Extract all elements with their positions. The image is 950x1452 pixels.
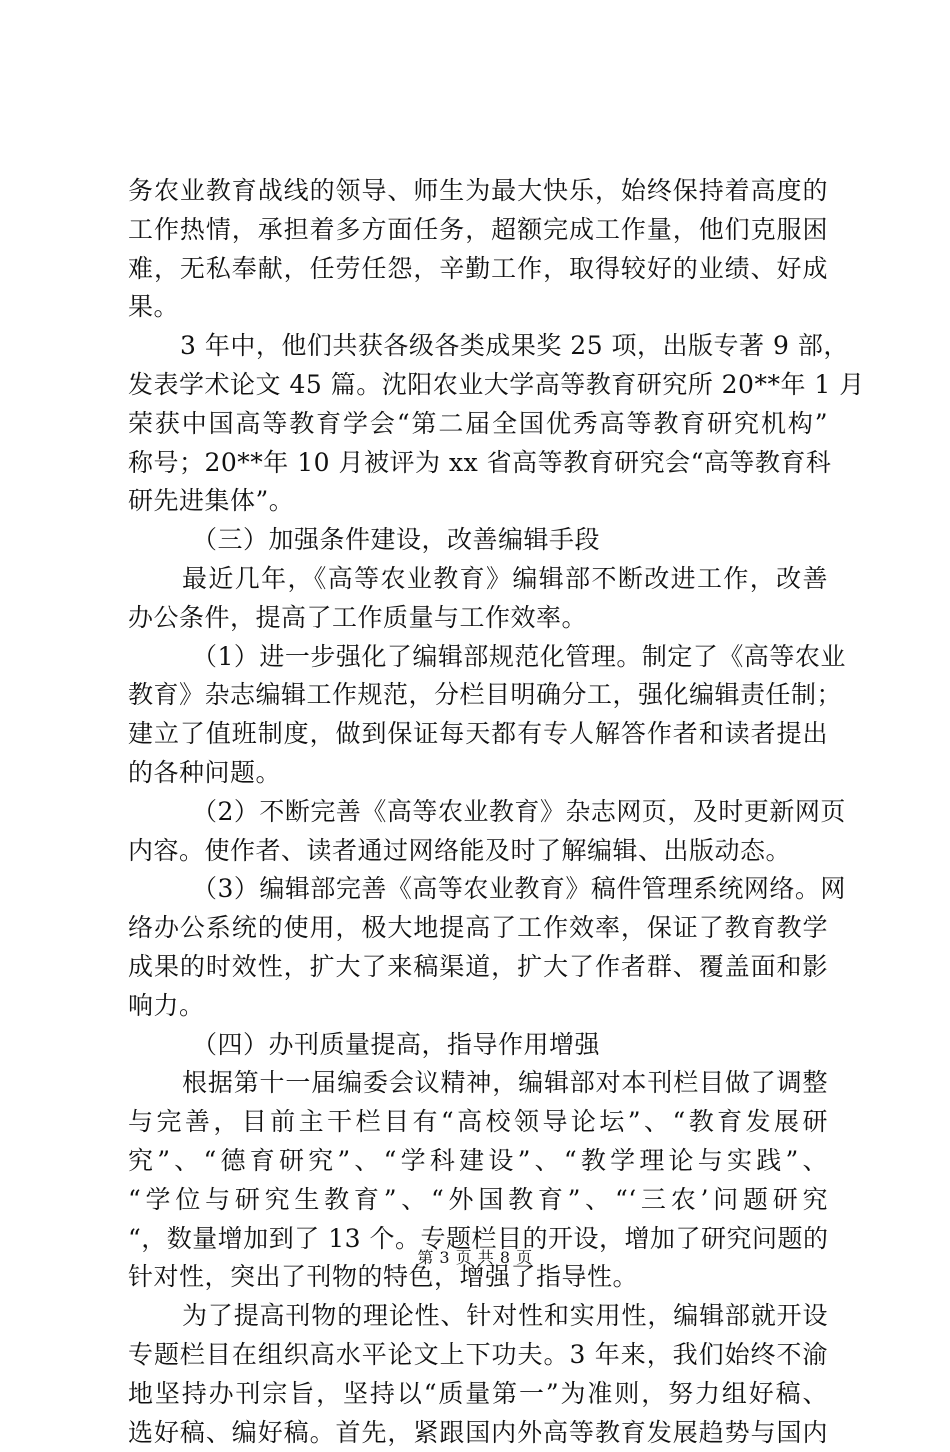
text-line: 响力。 xyxy=(128,987,828,1026)
text-line: 务农业教育战线的领导、师生为最大快乐，始终保持着高度的 xyxy=(128,172,828,211)
section-heading: （四）办刊质量提高，指导作用增强 xyxy=(128,1026,828,1065)
paragraph-start: 3 年中，他们共获各级各类成果奖 25 项，出版专著 9 部， xyxy=(128,327,828,366)
text-line: 内容。使作者、读者通过网络能及时了解编辑、出版动态。 xyxy=(128,832,828,871)
text-line: 荣获中国高等教育学会“第二届全国优秀高等教育研究机构” xyxy=(128,405,828,444)
text-line: 针对性，突出了刊物的特色，增强了指导性。 xyxy=(128,1258,828,1297)
text-line: 地坚持办刊宗旨，坚持以“质量第一”为准则，努力组好稿、 xyxy=(128,1375,828,1414)
text-line: 专题栏目在组织高水平论文上下功夫。3 年来，我们始终不渝 xyxy=(128,1336,828,1375)
paragraph-start: 根据第十一届编委会议精神，编辑部对本刊栏目做了调整 xyxy=(128,1064,828,1103)
paragraph-start: 为了提高刊物的理论性、针对性和实用性，编辑部就开设 xyxy=(128,1297,828,1336)
text-line: 难，无私奉献，任劳任怨，辛勤工作，取得较好的业绩、好成 xyxy=(128,250,828,289)
text-line: 果。 xyxy=(128,288,828,327)
section-heading: （三）加强条件建设，改善编辑手段 xyxy=(128,521,828,560)
paragraph-start: 最近几年，《高等农业教育》编辑部不断改进工作，改善 xyxy=(128,560,828,599)
paragraph-start: （1）进一步强化了编辑部规范化管理。制定了《高等农业 xyxy=(128,638,828,677)
paragraph-start: （2）不断完善《高等农业教育》杂志网页，及时更新网页 xyxy=(128,793,828,832)
text-line: 办公条件，提高了工作质量与工作效率。 xyxy=(128,599,828,638)
paragraph-start: （3）编辑部完善《高等农业教育》稿件管理系统网络。网 xyxy=(128,870,828,909)
page-number-footer: 第 3 页 共 8 页 xyxy=(0,1248,950,1268)
text-line: 选好稿、编好稿。首先，紧跟国内外高等教育发展趋势与国内 xyxy=(128,1414,828,1452)
text-line: 络办公系统的使用，极大地提高了工作效率，保证了教育教学 xyxy=(128,909,828,948)
text-line: 的各种问题。 xyxy=(128,754,828,793)
text-line: 与完善，目前主干栏目有“高校领导论坛”、“教育发展研 xyxy=(128,1103,828,1142)
text-line: 教育》杂志编辑工作规范，分栏目明确分工，强化编辑责任制； xyxy=(128,676,828,715)
text-line: 研先进集体”。 xyxy=(128,482,828,521)
text-line: 发表学术论文 45 篇。沈阳农业大学高等教育研究所 20**年 1 月 xyxy=(128,366,828,405)
text-line: “，数量增加到了 13 个。专题栏目的开设，增加了研究问题的 xyxy=(128,1220,828,1259)
text-line: “学位与研究生教育”、“外国教育”、“‘三农’问题研究 xyxy=(128,1181,828,1220)
text-line: 工作热情，承担着多方面任务，超额完成工作量，他们克服困 xyxy=(128,211,828,250)
text-line: 究”、“德育研究”、“学科建设”、“教学理论与实践”、 xyxy=(128,1142,828,1181)
text-line: 成果的时效性，扩大了来稿渠道，扩大了作者群、覆盖面和影 xyxy=(128,948,828,987)
text-line: 建立了值班制度，做到保证每天都有专人解答作者和读者提出 xyxy=(128,715,828,754)
text-line: 称号；20**年 10 月被评为 xx 省高等教育研究会“高等教育科 xyxy=(128,444,828,483)
